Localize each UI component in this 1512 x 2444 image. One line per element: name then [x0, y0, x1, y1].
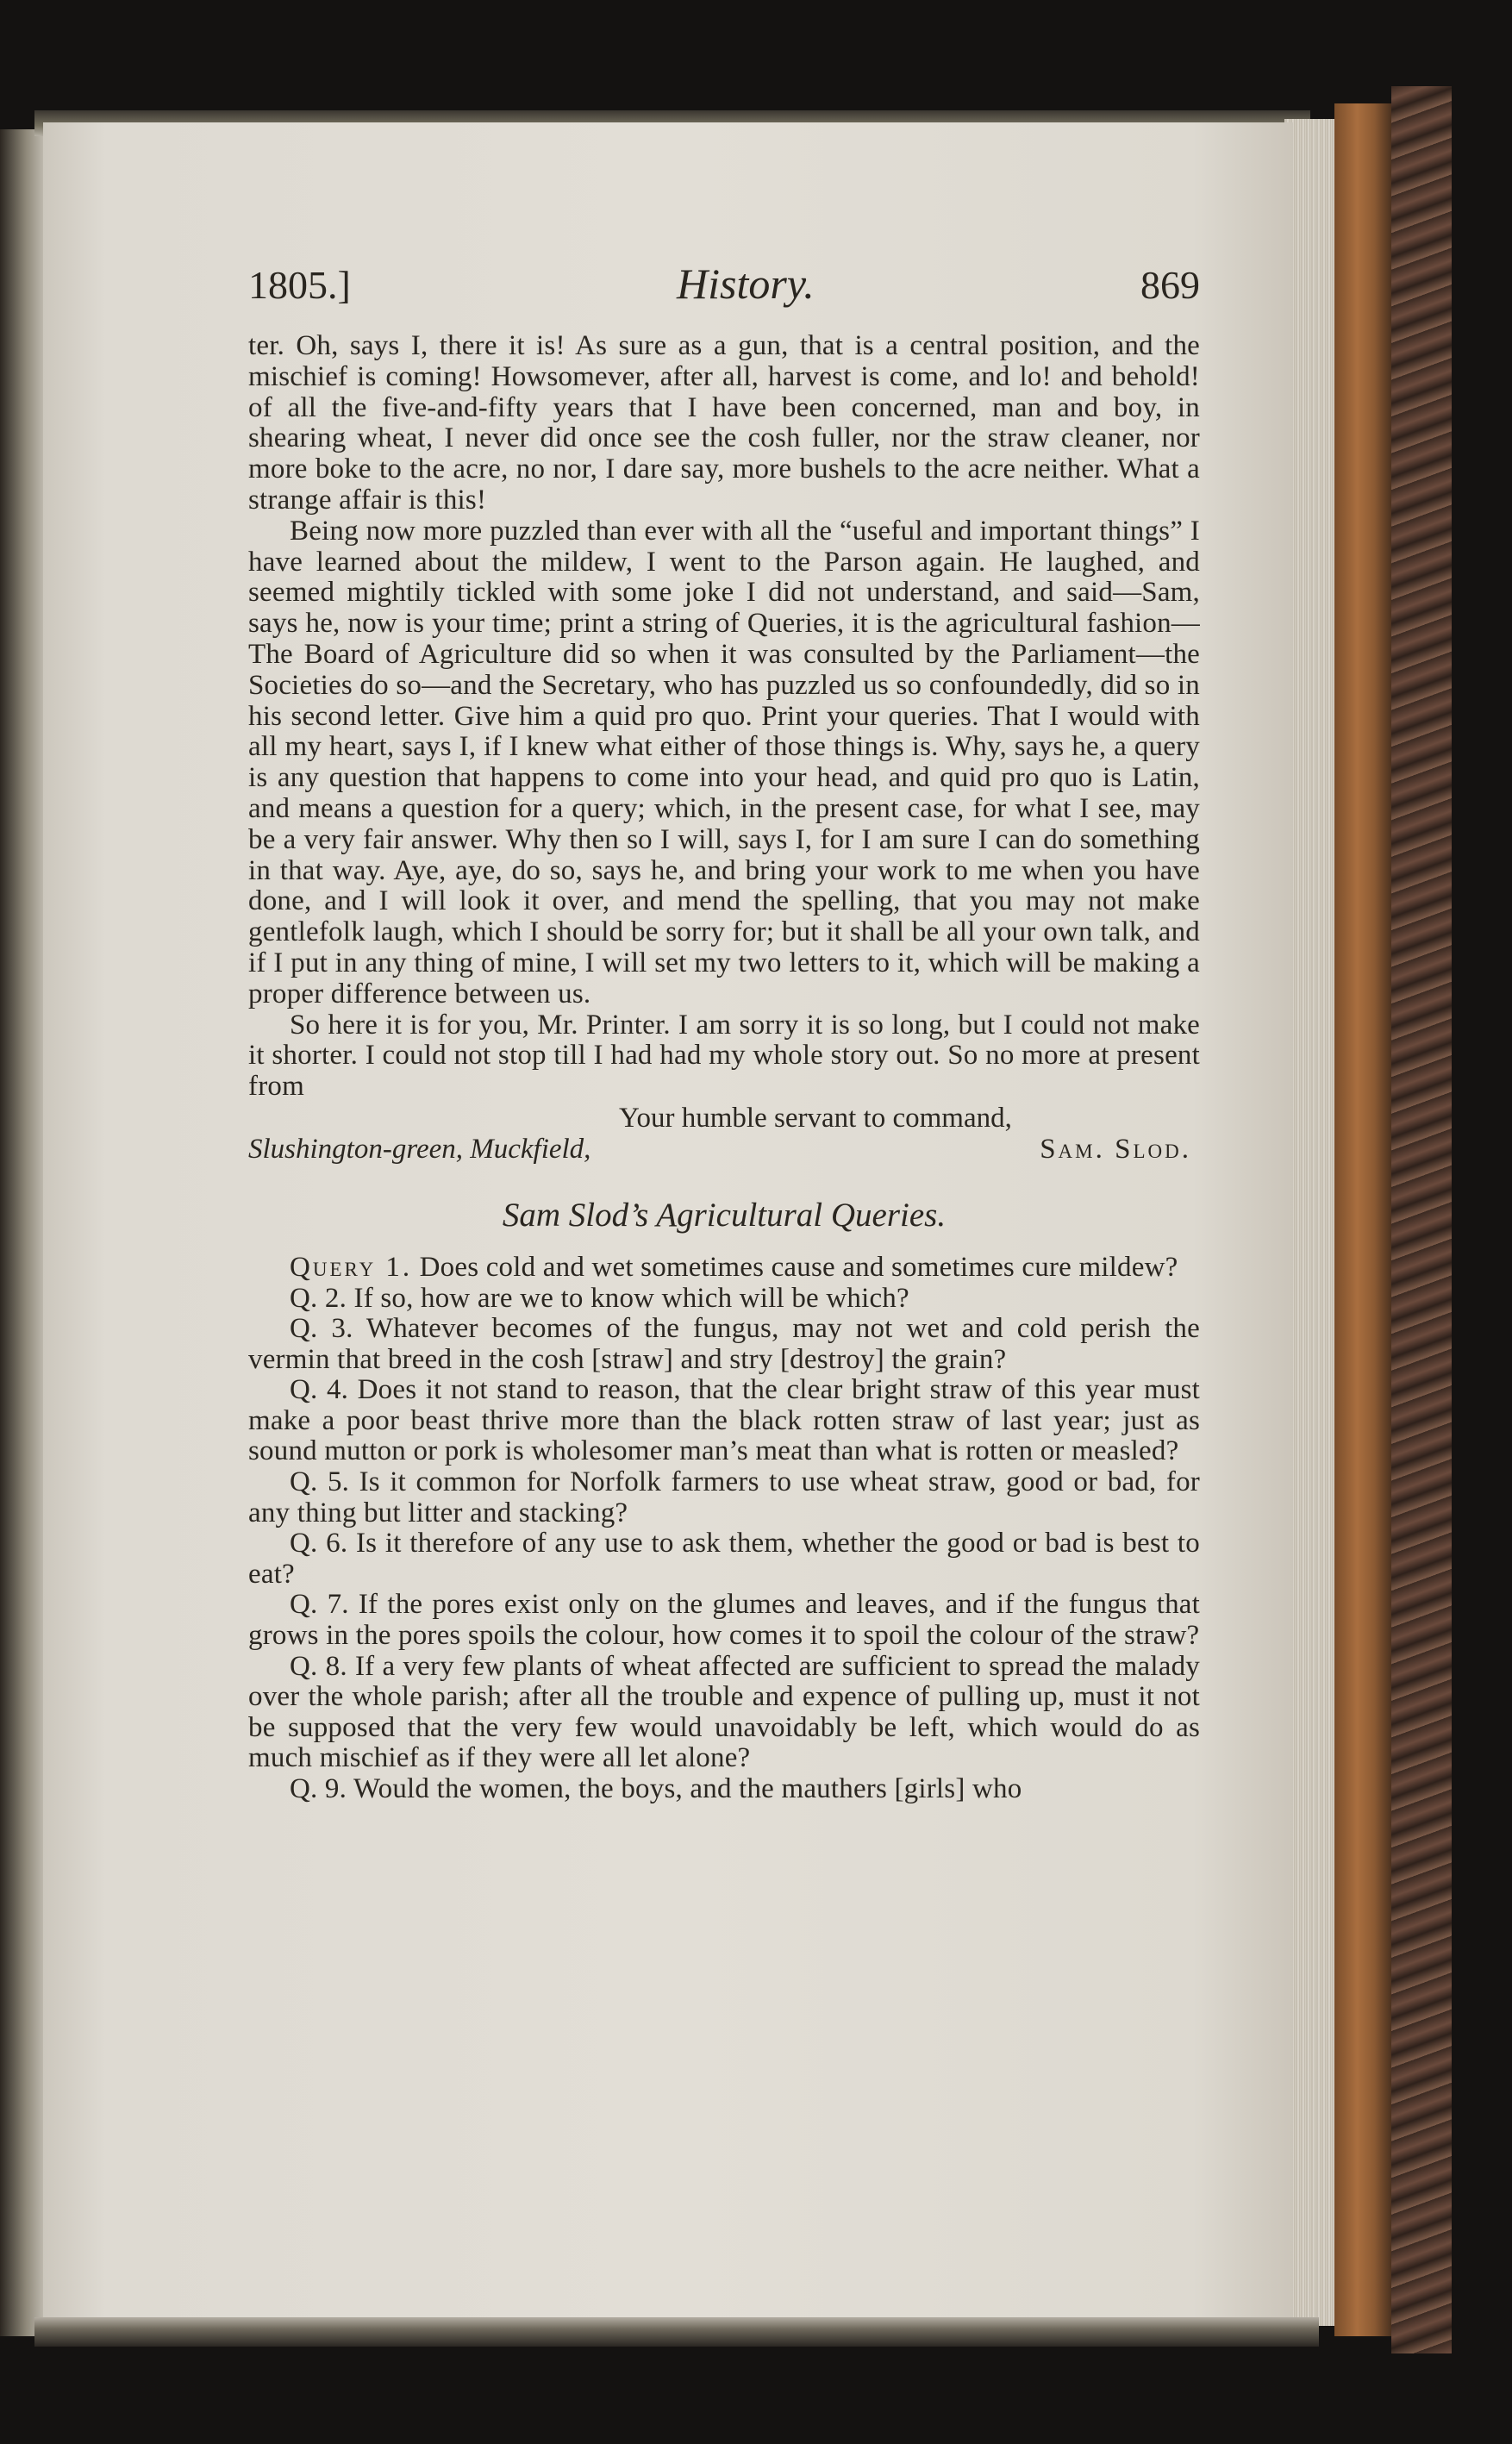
- query-text: If the pores exist only on the glumes and leaves, and if the fungus that grows in the pores spoils the colour, how comes it to spoil the colour of the straw?: [248, 1589, 1201, 1652]
- query-label: Q. 6.: [290, 1528, 348, 1560]
- query-label: Q. 3.: [290, 1313, 353, 1345]
- page-number: 869: [1140, 263, 1200, 307]
- facing-page-edge: [0, 129, 43, 2336]
- header-title: History.: [677, 259, 815, 308]
- query-1: [248, 1253, 1200, 1284]
- query-2: [248, 1284, 1200, 1315]
- query-text: Would the women, the boys, and the mauthers [girls] who: [353, 1773, 1022, 1805]
- query-text: Is it common for Norfolk farmers to use wheat straw, good or bad, for any thing but litter and stacking?: [248, 1466, 1200, 1528]
- query-label: Q. 7.: [290, 1589, 349, 1621]
- query-label: Q. 5.: [290, 1466, 350, 1498]
- query-text: Whatever becomes of the fungus, may not wet and cold perish the vermin that breed in the cosh [straw] and stry [destroy] the grain?: [248, 1313, 1200, 1375]
- page-bottom-edge: [34, 2317, 1319, 2347]
- query-label: Q. 2.: [290, 1282, 347, 1314]
- query-text: Does cold and wet sometimes cause and sometimes cure mildew?: [419, 1251, 1178, 1283]
- running-header: [248, 259, 1200, 324]
- query-9: [248, 1774, 1200, 1805]
- signature-name: Sam. Slod.: [1040, 1133, 1191, 1165]
- query-4: [248, 1375, 1200, 1467]
- signature-row: [248, 1134, 1200, 1165]
- closing-line: Your humble servant to command,: [619, 1102, 1012, 1134]
- query-5: [248, 1467, 1200, 1528]
- query-label: Q. 8.: [290, 1650, 347, 1682]
- query-7: [248, 1590, 1200, 1651]
- query-label: Query 1.: [290, 1251, 413, 1283]
- header-year: 1805.]: [248, 263, 351, 307]
- leather-cover: [1334, 103, 1391, 2336]
- query-6: [248, 1528, 1200, 1590]
- query-text: If so, how are we to know which will be which?: [353, 1282, 909, 1314]
- query-text: Is it therefore of any use to ask them, whether the good or bad is best to eat?: [248, 1528, 1200, 1590]
- query-text: If a very few plants of wheat affected are sufficient to spread the malady over the whole parish; after all the trouble and expence of pulling up, must it not be supposed that the very few would unavoidably be left, which would do as much mischief as if they were all let alone?: [248, 1650, 1201, 1774]
- paragraph-2: Being now more puzzled than ever with all the “useful and important things” I have learned about the mildew, I went to the Parson again. He laughed, and seemed mightily tickled with some joke I did not understand, and said—Sam, says he, now is your time; print a string of Queries, it is the agricultural fashion—The Board of Agriculture did so when it was consulted by the Parliament—the Societies do so—and the Secretary, who has puzzled us so confoundedly, did so in his second letter. Give him a quid pro quo. Print your queries. That I would with all my heart, says I, if I knew what either of those things is. Why, says he, a query is any question that happens to come into your head, and quid pro quo is Latin, and means a question for a query; which, in the present case, for what I see, may be a very fair answer. Why then so I will, says I, for I am sure I can do something in that way. Aye, aye, do so, says he, and bring your work to me when you have done, and I will look it over, and mend the spelling, that you may not make gentlefolk laugh, which I should be sorry for; but it shall be all your own talk, and if I put in any thing of mine, I will set my two letters to it, which will be making a proper difference between us.: [248, 515, 1200, 1009]
- paragraph-1: ter. Oh, says I, there it is! As sure as a gun, that is a central position, and the mischief is coming! Howsomever, after all, harvest is come, and lo! and behold! of all the five-and-fifty years that I have been concerned, man and boy, in shearing wheat, I never did once see the cosh fuller, nor the straw cleaner, nor more boke to the acre, no nor, I dare say, more bushels to the acre neither. What a strange affair is this!: [248, 330, 1200, 516]
- marbled-board: [1391, 86, 1452, 2353]
- paragraph-3: So here it is for you, Mr. Printer. I am sorry it is so long, but I could not make it shorter. I could not stop till I had had my whole story out. So no more at present from: [248, 1009, 1200, 1103]
- signature-place: Slushington-green, Muckfield,: [248, 1133, 591, 1165]
- query-3: [248, 1314, 1200, 1375]
- query-label: Q. 4.: [290, 1374, 349, 1406]
- text-block: [248, 259, 1200, 1805]
- query-8: [248, 1652, 1200, 1774]
- section-title: Sam Slod’s Agricultural Queries.: [502, 1196, 947, 1234]
- query-label: Q. 9.: [290, 1773, 347, 1805]
- query-text: Does it not stand to reason, that the clear bright straw of this year must make a poor beast thrive more than the black rotten straw of last year; just as sound mutton or pork is wholesomer man’s meat than what is rotten or measled?: [248, 1374, 1200, 1467]
